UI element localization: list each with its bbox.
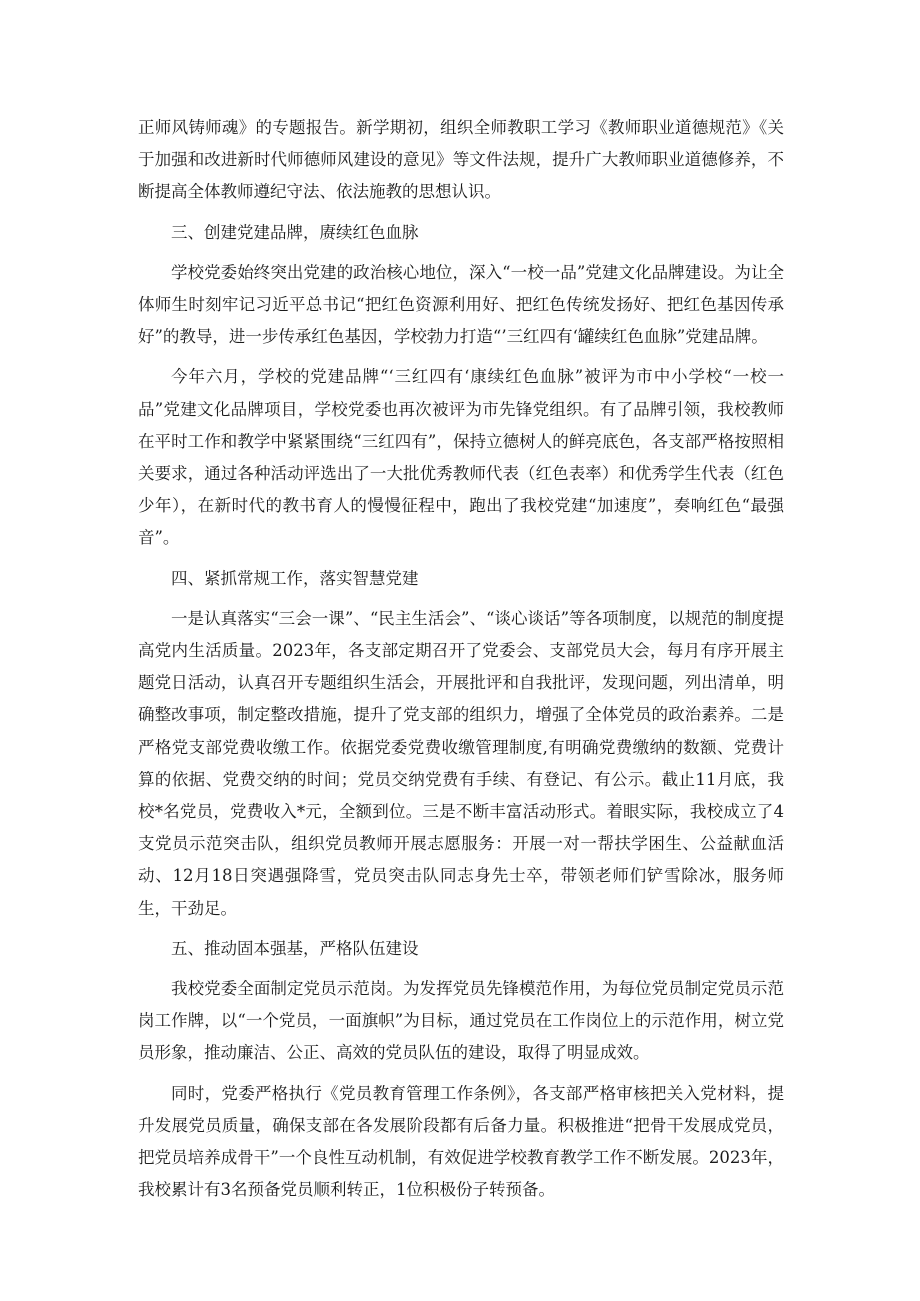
paragraph: 我校党委全面制定党员示范岗。为发挥党员先锋模范作用，为每位党员制定党员示范岗工作牌，以“一个党员，一面旗帜”为目标，通过党员在工作岗位上的示范作用，树立党员形象，推动廉洁、公正、高效的党员队伍的建设，取得了明显成效。 — [138, 979, 784, 1063]
section-heading-3: 三、创建党建品牌，赓续红色血脉 — [171, 222, 419, 242]
paragraph: 今年六月，学校的党建品牌“‘三红四有‘康续红色血脉”被评为市中小学校“一校一品”党建文化品牌项目，学校党委也再次被评为市先锋党组织。有了品牌引领，我校教师在平时工作和教学中紧紧围绕“三红四有”，保持立德树人的鲜亮底色，各支部严格按照相关要求，通过各种活动评选出了一大批优秀教师代表（红色表率）和优秀学生代表（红色少年），在新时代的教书育人的慢慢征程中，跑出了我校党建“加速度”，奏响红色“最强音”。 — [138, 367, 784, 548]
section-heading-5: 五、推动固本强基，严格队伍建设 — [171, 938, 419, 958]
paragraph: 学校党委始终突出党建的政治核心地位，深入“一校一品”党建文化品牌建设。为让全体师生时刻牢记习近平总书记“把红色资源利用好、把红色传统发扬好、把红色基因传承好”的教导，进一步传承红色基因，学校勃力打造“’三红四有‘罐续红色血脉”党建品牌。 — [138, 262, 784, 347]
section-heading-4: 四、紧抓常规工作，落实智慧党建 — [171, 568, 419, 588]
paragraph: 同时，党委严格执行《党员教育管理工作条例》，各支部严格审核把关入党材料，提升发展党员质量，确保支部在各发展阶段都有后备力量。积极推进“把骨干发展成党员，把党员培养成骨干”一个良性互动机制，有效促进学校教育教学工作不断发展。2023年，我校累计有3名预备党员顺利转正，1位积极份子转预备。 — [138, 1083, 784, 1200]
paragraph-continued: 正师风铸师魂》的专题报告。新学期初，组织全师教职工学习《教师职业道德规范》《关于加强和改进新时代师德师风建设的意见》等文件法规，提升广大教师职业道德修养，不断提高全体教师遵纪守法、依法施教的思想认识。 — [138, 118, 784, 202]
paragraph: 一是认真落实“三会一课”、“民主生活会”、“谈心谈话”等各项制度，以规范的制度提高党内生活质量。2023年，各支部定期召开了党委会、支部党员大会，每月有序开展主题党日活动，认真召开专题组织生活会，开展批评和自我批评，发现问题，列出清单，明确整改事项，制定整改措施，提升了党支部的组织力，增强了全体党员的政治素养。二是严格党支部党费收缴工作。依据党委党费收缴管理制度,有明确党费缴纳的数额、党费计算的依据、党费交纳的时间；党员交纳党费有手续、有登记、有公示。截止11月底，我校*名党员，党费收入*元，全额到位。三是不断丰富活动形式。着眼实际，我校成立了4支党员示范突击队，组织党员教师开展志愿服务：开展一对一帮扶学困生、公益献血活动、12月18日突遇强降雪，党员突击队同志身先士卒，带领老师们铲雪除冰，服务师生，干劲足。 — [138, 608, 784, 918]
document-page — [138, 112, 784, 1215]
